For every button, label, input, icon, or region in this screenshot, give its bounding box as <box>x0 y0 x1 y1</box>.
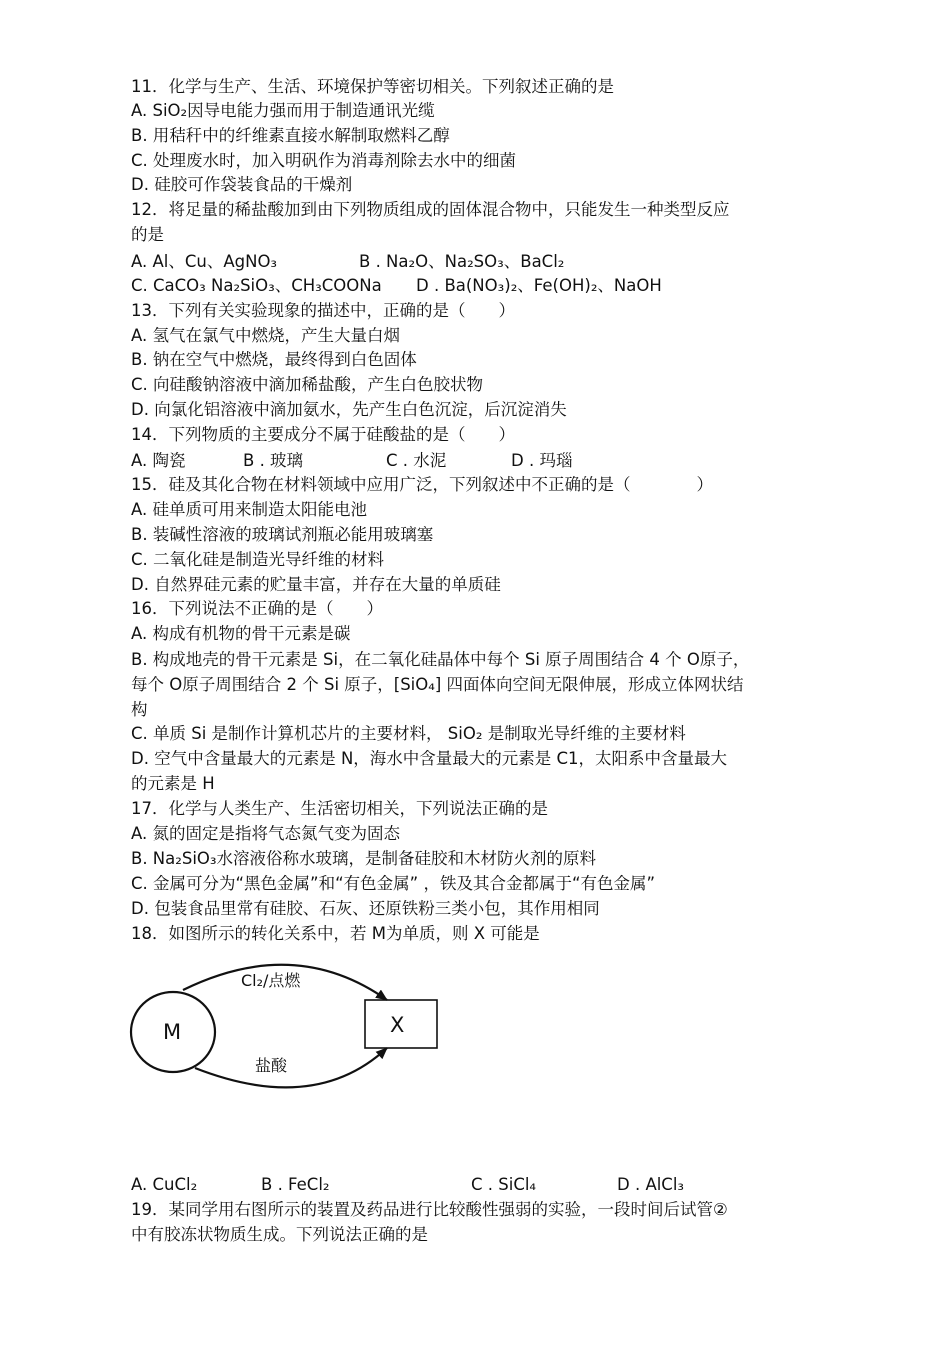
top-arrow-label: Cl₂/点燃 <box>241 971 301 990</box>
q11-option-c: C. 处理废水时，加入明矾作为消毒剂除去水中的细菌 <box>131 151 517 170</box>
q18-option-d: D . AlCl₃ <box>617 1175 685 1194</box>
q16-option-b-line2: 每个 O原子周围结合 2 个 Si 原子，[SiO₄] 四面体向空间无限伸展，形成立体网状结 <box>131 675 744 694</box>
q13-stem: 13．下列有关实验现象的描述中，正确的是（ ） <box>131 301 515 320</box>
q17-option-a: A. 氮的固定是指将气态氮气变为固态 <box>131 824 400 843</box>
q12-option-b: B . Na₂O、Na₂SO₃、BaCl₂ <box>359 252 565 271</box>
q16-option-b-line1: B. 构成地壳的骨干元素是 Si，在二氧化硅晶体中每个 Si 原子周围结合 4 个 O原子， <box>131 650 750 669</box>
q16-option-b-line3: 构 <box>131 700 148 719</box>
q12-option-c: C. CaCO₃ Na₂SiO₃、CH₃COONa <box>131 276 382 295</box>
q12-stem-line1: 12．将足量的稀盐酸加到由下列物质组成的固体混合物中，只能发生一种类型反应 <box>131 200 730 219</box>
q12-option-d: D . Ba(NO₃)₂、Fe(OH)₂、NaOH <box>416 276 662 295</box>
q17-option-c: C. 金属可分为“黑色金属”和“有色金属” ，铁及其合金都属于“有色金属” <box>131 874 656 893</box>
q17-option-b: B. Na₂SiO₃水溶液俗称水玻璃，是制备硅胶和木材防火剂的原料 <box>131 849 597 868</box>
q17-option-d: D. 包装食品里常有硅胶、石灰、还原铁粉三类小包，其作用相同 <box>131 899 600 918</box>
q16-option-d-line1: D. 空气中含量最大的元素是 N，海水中含量最大的元素是 C1，太阳系中含量最大 <box>131 749 728 768</box>
q17-stem: 17．化学与人类生产、生活密切相关，下列说法正确的是 <box>131 799 548 818</box>
q16-option-d-line2: 的元素是 H <box>131 774 215 793</box>
q13-option-d: D. 向氯化铝溶液中滴加氨水，先产生白色沉淀，后沉淀消失 <box>131 400 567 419</box>
q16-option-a: A. 构成有机物的骨干元素是碳 <box>131 624 351 643</box>
q18-option-a: A. CuCl₂ <box>131 1175 198 1194</box>
arrow-bottom <box>195 1048 387 1087</box>
q15-option-a: A. 硅单质可用来制造太阳能电池 <box>131 500 367 519</box>
q13-option-a: A. 氢气在氯气中燃烧，产生大量白烟 <box>131 326 400 345</box>
q12-option-a: A. Al、Cu、AgNO₃ <box>131 252 278 271</box>
bottom-arrow-label: 盐酸 <box>255 1056 288 1075</box>
q18-transformation-diagram <box>125 950 455 1100</box>
q11-option-b: B. 用秸秆中的纤维素直接水解制取燃料乙醇 <box>131 126 450 145</box>
q19-stem-line1: 19．某同学用右图所示的装置及药品进行比较酸性强弱的实验，一段时间后试管② <box>131 1200 728 1219</box>
q19-stem-line2: 中有胶冻状物质生成。下列说法正确的是 <box>131 1225 428 1244</box>
q15-option-b: B. 装碱性溶液的玻璃试剂瓶必能用玻璃塞 <box>131 525 434 544</box>
q12-stem-line2: 的是 <box>131 225 164 244</box>
node-m-label: M <box>163 1020 182 1044</box>
q15-stem: 15．硅及其化合物在材料领域中应用广泛，下列叙述中不正确的是（ ） <box>131 475 713 494</box>
q13-option-b: B. 钠在空气中燃烧，最终得到白色固体 <box>131 350 417 369</box>
q14-option-a: A. 陶瓷 <box>131 451 186 470</box>
q14-option-b: B . 玻璃 <box>243 451 304 470</box>
q14-option-c: C . 水泥 <box>386 451 447 470</box>
q16-option-c: C. 单质 Si 是制作计算机芯片的主要材料， SiO₂ 是制取光导纤维的主要材料 <box>131 724 686 743</box>
q14-stem: 14．下列物质的主要成分不属于硅酸盐的是（ ） <box>131 425 515 444</box>
q15-option-d: D. 自然界硅元素的贮量丰富，并存在大量的单质硅 <box>131 575 501 594</box>
q14-option-d: D . 玛瑙 <box>511 451 573 470</box>
q11-stem: 11．化学与生产、生活、环境保护等密切相关。下列叙述正确的是 <box>131 77 614 96</box>
q16-stem: 16．下列说法不正确的是（ ） <box>131 599 383 618</box>
q18-option-b: B . FeCl₂ <box>261 1175 330 1194</box>
q18-option-c: C . SiCl₄ <box>471 1175 537 1194</box>
q13-option-c: C. 向硅酸钠溶液中滴加稀盐酸，产生白色胶状物 <box>131 375 484 394</box>
q18-stem: 18．如图所示的转化关系中，若 M为单质，则 X 可能是 <box>131 924 540 943</box>
node-x-label: X <box>390 1013 405 1037</box>
q15-option-c: C. 二氧化硅是制造光导纤维的材料 <box>131 550 385 569</box>
q11-option-a: A. SiO₂因导电能力强而用于制造通讯光缆 <box>131 101 435 120</box>
q11-option-d: D. 硅胶可作袋装食品的干燥剂 <box>131 175 353 194</box>
